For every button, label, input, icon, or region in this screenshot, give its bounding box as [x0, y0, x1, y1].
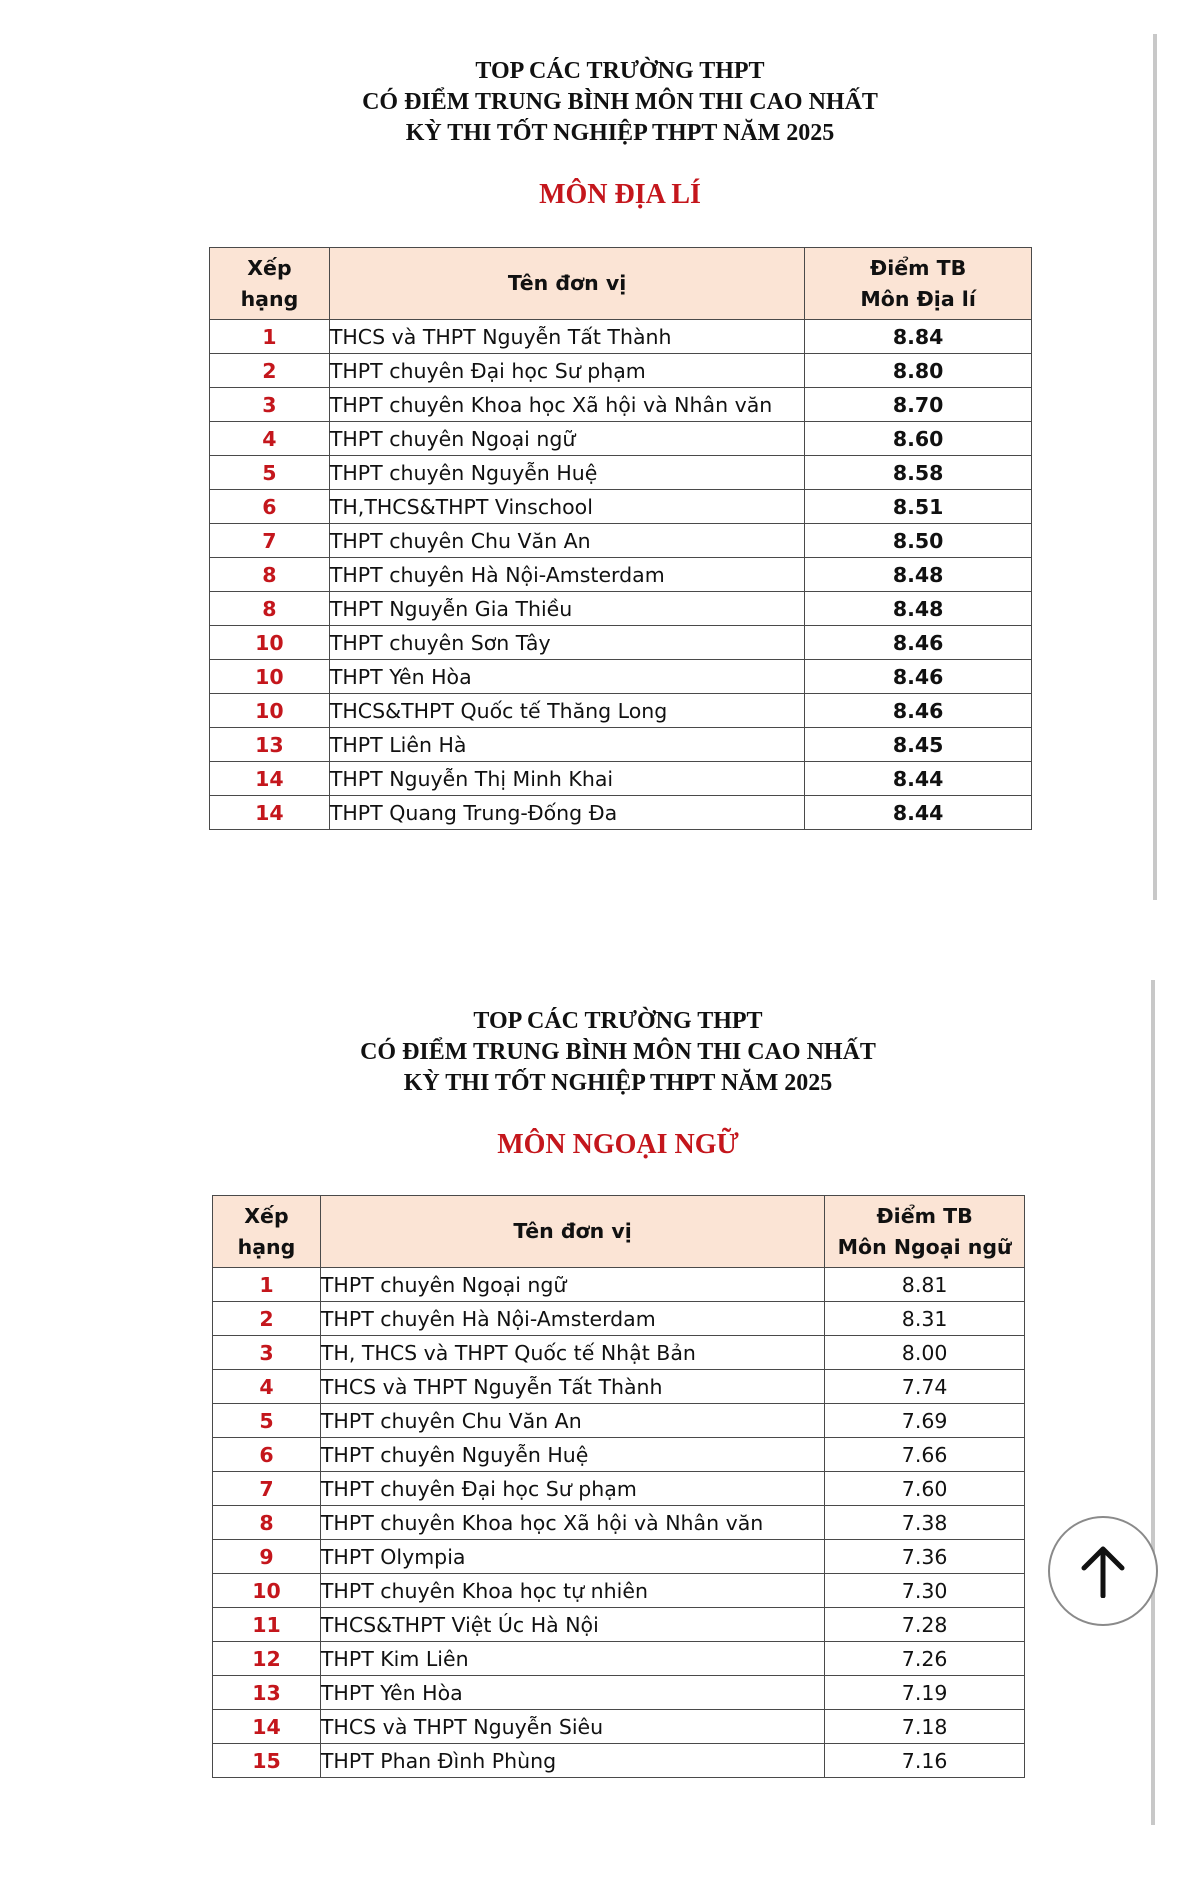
table-row	[210, 660, 1032, 694]
table-row	[213, 1472, 1025, 1506]
table-row	[210, 626, 1032, 660]
unit-name-cell: THPT chuyên Ngoại ngữ	[320, 1268, 824, 1302]
unit-name-cell: THPT Nguyễn Gia Thiều	[329, 592, 804, 626]
score-cell: 8.48	[805, 558, 1032, 592]
unit-name-cell: THPT Phan Đình Phùng	[320, 1744, 824, 1778]
score-cell: 7.18	[825, 1710, 1025, 1744]
arrow-up-icon	[1079, 1544, 1127, 1598]
unit-name-cell: THPT chuyên Sơn Tây	[329, 626, 804, 660]
rank-cell: 7	[210, 524, 330, 558]
score-cell: 8.58	[805, 456, 1032, 490]
rank-cell: 3	[210, 388, 330, 422]
score-cell: 8.80	[805, 354, 1032, 388]
score-cell: 8.70	[805, 388, 1032, 422]
document-header-foreign-language	[298, 1006, 938, 1161]
table-row	[213, 1642, 1025, 1676]
unit-name-cell: THCS và THPT Nguyễn Tất Thành	[329, 320, 804, 354]
rank-cell: 7	[213, 1472, 321, 1506]
heading-line-1: TOP CÁC TRƯỜNG THPT	[475, 58, 765, 84]
unit-name-cell: THPT Yên Hòa	[320, 1676, 824, 1710]
score-cell: 7.66	[825, 1438, 1025, 1472]
rank-cell: 10	[210, 694, 330, 728]
rank-cell: 5	[210, 456, 330, 490]
ranking-table-foreign-language	[212, 1195, 1025, 1778]
subject-title: MÔN NGOẠI NGỮ	[497, 1129, 739, 1160]
column-header-name: Tên đơn vị	[329, 248, 804, 320]
table-body	[213, 1268, 1025, 1778]
column-header-score: Điểm TB Môn Ngoại ngữ	[825, 1196, 1025, 1268]
table-row	[210, 728, 1032, 762]
rank-cell: 2	[210, 354, 330, 388]
rank-cell: 14	[210, 796, 330, 830]
column-header-rank: Xếp hạng	[210, 248, 330, 320]
unit-name-cell: THCS và THPT Nguyễn Siêu	[320, 1710, 824, 1744]
score-cell: 8.81	[825, 1268, 1025, 1302]
table-header-row	[210, 248, 1032, 320]
unit-name-cell: THPT Liên Hà	[329, 728, 804, 762]
rank-cell: 8	[210, 558, 330, 592]
score-cell: 7.36	[825, 1540, 1025, 1574]
table-row	[210, 592, 1032, 626]
unit-name-cell: THCS và THPT Nguyễn Tất Thành	[320, 1370, 824, 1404]
rank-cell: 2	[213, 1302, 321, 1336]
score-cell: 7.28	[825, 1608, 1025, 1642]
ranking-table-geography	[209, 247, 1032, 830]
column-header-rank: Xếp hạng	[213, 1196, 321, 1268]
table-row	[210, 694, 1032, 728]
rank-cell: 5	[213, 1404, 321, 1438]
unit-name-cell: THPT Quang Trung-Đống Đa	[329, 796, 804, 830]
table-row	[213, 1710, 1025, 1744]
table-row	[213, 1676, 1025, 1710]
rank-cell: 14	[210, 762, 330, 796]
score-cell: 8.00	[825, 1336, 1025, 1370]
table-row	[213, 1540, 1025, 1574]
unit-name-cell: THPT Olympia	[320, 1540, 824, 1574]
score-cell: 8.84	[805, 320, 1032, 354]
table-row	[213, 1268, 1025, 1302]
page-edge-line	[1153, 34, 1157, 900]
unit-name-cell: THPT chuyên Nguyễn Huệ	[329, 456, 804, 490]
score-cell: 7.26	[825, 1642, 1025, 1676]
unit-name-cell: THPT chuyên Ngoại ngữ	[329, 422, 804, 456]
rank-cell: 11	[213, 1608, 321, 1642]
table-row	[210, 762, 1032, 796]
score-cell: 7.19	[825, 1676, 1025, 1710]
rank-cell: 14	[213, 1710, 321, 1744]
unit-name-cell: THPT Nguyễn Thị Minh Khai	[329, 762, 804, 796]
score-cell: 8.44	[805, 796, 1032, 830]
score-cell: 8.50	[805, 524, 1032, 558]
subject-title: MÔN ĐỊA LÍ	[539, 179, 701, 210]
unit-name-cell: THPT chuyên Khoa học tự nhiên	[320, 1574, 824, 1608]
document-header-geography	[300, 56, 940, 211]
unit-name-cell: THPT chuyên Hà Nội-Amsterdam	[329, 558, 804, 592]
score-cell: 7.74	[825, 1370, 1025, 1404]
table-row	[210, 558, 1032, 592]
rank-cell: 9	[213, 1540, 321, 1574]
rank-cell: 13	[213, 1676, 321, 1710]
scroll-to-top-button[interactable]	[1048, 1516, 1158, 1626]
rank-cell: 13	[210, 728, 330, 762]
table-row	[213, 1574, 1025, 1608]
heading-line-3: KỲ THI TỐT NGHIỆP THPT NĂM 2025	[403, 1070, 833, 1096]
rank-cell: 1	[213, 1268, 321, 1302]
table-row	[210, 354, 1032, 388]
score-cell: 7.38	[825, 1506, 1025, 1540]
score-cell: 8.51	[805, 490, 1032, 524]
unit-name-cell: THPT Yên Hòa	[329, 660, 804, 694]
table-row	[210, 490, 1032, 524]
rank-cell: 8	[213, 1506, 321, 1540]
table-body	[210, 320, 1032, 830]
rank-cell: 4	[210, 422, 330, 456]
heading-line-1: TOP CÁC TRƯỜNG THPT	[473, 1008, 763, 1034]
rank-cell: 1	[210, 320, 330, 354]
score-cell: 8.46	[805, 694, 1032, 728]
rank-cell: 12	[213, 1642, 321, 1676]
unit-name-cell: THPT chuyên Nguyễn Huệ	[320, 1438, 824, 1472]
rank-cell: 10	[210, 626, 330, 660]
unit-name-cell: TH,THCS&THPT Vinschool	[329, 490, 804, 524]
score-cell: 8.48	[805, 592, 1032, 626]
score-cell: 8.45	[805, 728, 1032, 762]
table-header-row	[213, 1196, 1025, 1268]
rank-cell: 8	[210, 592, 330, 626]
column-header-score: Điểm TB Môn Địa lí	[805, 248, 1032, 320]
table-row	[213, 1744, 1025, 1778]
table-row	[213, 1438, 1025, 1472]
heading-line-3: KỲ THI TỐT NGHIỆP THPT NĂM 2025	[405, 120, 835, 146]
heading-line-2: CÓ ĐIỂM TRUNG BÌNH MÔN THI CAO NHẤT	[360, 1039, 876, 1065]
table-row	[213, 1608, 1025, 1642]
rank-cell: 10	[213, 1574, 321, 1608]
unit-name-cell: THCS&THPT Việt Úc Hà Nội	[320, 1608, 824, 1642]
table-row	[210, 796, 1032, 830]
unit-name-cell: THPT chuyên Hà Nội-Amsterdam	[320, 1302, 824, 1336]
unit-name-cell: THPT chuyên Khoa học Xã hội và Nhân văn	[320, 1506, 824, 1540]
column-header-name: Tên đơn vị	[320, 1196, 824, 1268]
score-cell: 7.16	[825, 1744, 1025, 1778]
score-cell: 7.60	[825, 1472, 1025, 1506]
table-row	[210, 456, 1032, 490]
table-row	[213, 1370, 1025, 1404]
table-row	[210, 422, 1032, 456]
score-cell: 8.60	[805, 422, 1032, 456]
rank-cell: 6	[213, 1438, 321, 1472]
unit-name-cell: THCS&THPT Quốc tế Thăng Long	[329, 694, 804, 728]
page-edge-line	[1151, 980, 1155, 1825]
unit-name-cell: TH, THCS và THPT Quốc tế Nhật Bản	[320, 1336, 824, 1370]
rank-cell: 4	[213, 1370, 321, 1404]
unit-name-cell: THPT chuyên Đại học Sư phạm	[329, 354, 804, 388]
table-row	[210, 524, 1032, 558]
table-row	[213, 1336, 1025, 1370]
rank-cell: 3	[213, 1336, 321, 1370]
rank-cell: 10	[210, 660, 330, 694]
unit-name-cell: THPT chuyên Khoa học Xã hội và Nhân văn	[329, 388, 804, 422]
table-row	[213, 1506, 1025, 1540]
table-row	[213, 1302, 1025, 1336]
score-cell: 8.31	[825, 1302, 1025, 1336]
score-cell: 8.46	[805, 626, 1032, 660]
score-cell: 7.30	[825, 1574, 1025, 1608]
unit-name-cell: THPT chuyên Chu Văn An	[329, 524, 804, 558]
rank-cell: 15	[213, 1744, 321, 1778]
score-cell: 7.69	[825, 1404, 1025, 1438]
heading-line-2: CÓ ĐIỂM TRUNG BÌNH MÔN THI CAO NHẤT	[362, 89, 878, 115]
unit-name-cell: THPT chuyên Đại học Sư phạm	[320, 1472, 824, 1506]
unit-name-cell: THPT Kim Liên	[320, 1642, 824, 1676]
score-cell: 8.46	[805, 660, 1032, 694]
table-row	[210, 388, 1032, 422]
table-row	[213, 1404, 1025, 1438]
table-row	[210, 320, 1032, 354]
rank-cell: 6	[210, 490, 330, 524]
score-cell: 8.44	[805, 762, 1032, 796]
unit-name-cell: THPT chuyên Chu Văn An	[320, 1404, 824, 1438]
